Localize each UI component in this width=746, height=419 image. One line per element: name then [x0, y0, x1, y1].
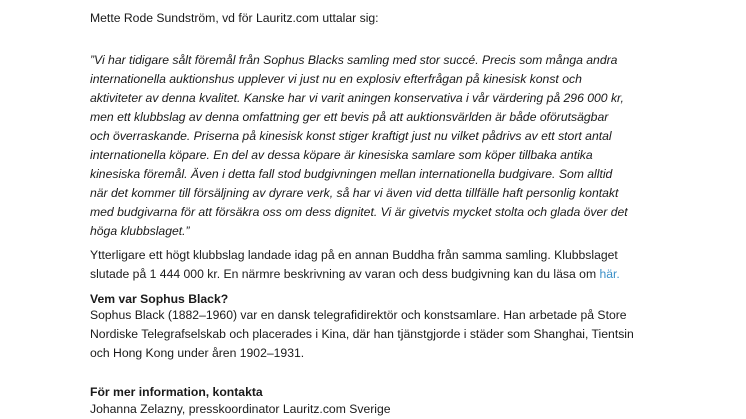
about-line: Nordiske Telegrafselskab och placerades i Kina, där han tjänstgjorde i städer som Shanghai, Tientsin — [90, 327, 634, 341]
contact-heading: För mer information, kontakta — [90, 385, 263, 399]
quote-line: ”Vi har tidigare sålt föremål från Sophus Blacks samling med stor succé. Precis som många andra — [90, 53, 618, 67]
quote-line: kinesiska föremål. Även i detta fall stod budgivningen mellan internationella budgivare. Som alltid — [90, 167, 613, 181]
quote-line: internationella auktionshus upplever vi just nu en explosiv efterfrågan på kinesisk konst och — [90, 72, 582, 86]
paragraph-text: slutade på 1 444 000 kr. En närmre beskrivning av varan och dess budgivning kan du läsa om — [90, 267, 600, 281]
quote-line: och överraskande. Priserna på kinesisk konst stiger kraftigt just nu vilket pådrivs av ett stort antal — [90, 129, 612, 143]
about-line: Sophus Black (1882–1960) var en dansk telegrafidirektör och konstsamlare. Han arbetade på Store — [90, 308, 627, 322]
quote-line: med budgivarna för att försäkra oss om dess dignitet. Vi är givetvis mycket stolta och glada över det — [90, 205, 628, 219]
quote-line: internationella köpare. En del av dessa köpare är kinesiska samlare som köper tillbaka antika — [90, 148, 593, 162]
read-more-link[interactable]: här. — [599, 267, 620, 281]
quote-line: höga klubbslaget.” — [90, 224, 190, 238]
paragraph-line: Ytterligare ett högt klubbslag landade idag på en annan Buddha från samma samling. Klubbslaget — [90, 248, 618, 262]
quote-line: när det kommer till försäljning av dyrare verk, så har vi även vid detta tillfälle haft personlig kontakt — [90, 186, 619, 200]
about-line: och Hong Kong under åren 1902–1931. — [90, 346, 305, 360]
quote-line: aktiviteter av denna kvalitet. Kanske har vi varit aningen konservativa i vår värdering på 296 000 kr, — [90, 91, 624, 105]
contact-line: Johanna Zelazny, presskoordinator Lauritz.com Sverige — [90, 402, 391, 416]
about-heading: Vem var Sophus Black? — [90, 292, 229, 306]
quote-line: men ett klubbslag av denna omfattning ger ett bevis på att auktionsvärlden är både oförutsägbar — [90, 110, 609, 124]
paragraph-line — [90, 265, 620, 284]
intro-line: Mette Rode Sundström, vd för Lauritz.com uttalar sig: — [90, 11, 379, 25]
